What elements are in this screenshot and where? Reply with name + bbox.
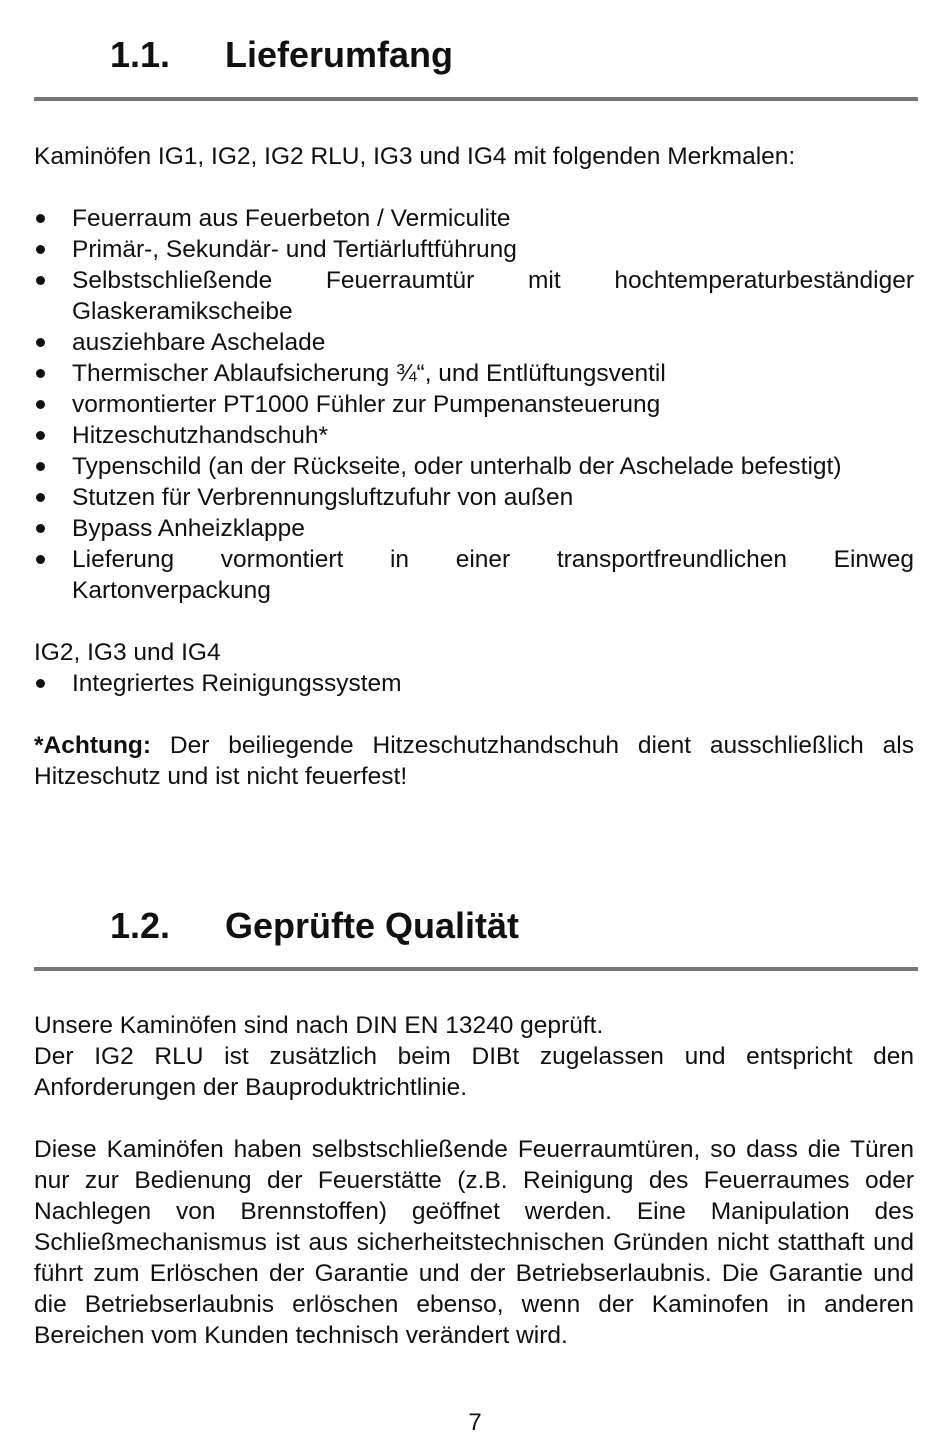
list-item: ausziehbare Aschelade <box>34 327 914 358</box>
list-item: Stutzen für Verbrennungsluftzufuhr von außen <box>34 482 914 513</box>
feature-list <box>34 203 914 606</box>
list-item: Bypass Anheizklappe <box>34 513 914 544</box>
section-title: Geprüfte Qualität <box>225 905 520 946</box>
section-divider <box>34 97 918 101</box>
subgroup-list <box>34 668 914 699</box>
section-heading-lieferumfang <box>110 35 453 75</box>
list-item: Integriertes Reinigungssystem <box>34 668 914 699</box>
warning-note <box>34 730 914 792</box>
intro-text: Kaminöfen IG1, IG2, IG2 RLU, IG3 und IG4 mit folgenden Merkmalen: <box>34 143 796 170</box>
list-item: Feuerraum aus Feuerbeton / Vermiculite <box>34 203 914 234</box>
paragraph-line: Der IG2 RLU ist zusätzlich beim DIBt zugelassen und entspricht den Anforderungen der Bauproduktrichtlinie. <box>34 1043 914 1101</box>
paragraph: Diese Kaminöfen haben selbstschließende Feuerraumtüren, so dass die Türen nur zur Bedienung der Feuerstätte (z.B. Reinigung des Feuerraumes oder Nachlegen von Brennstoffen) geöffnet werden. Eine Manipulation des Schließmechanismus ist aus sicherheitstechnischen Gründen nicht statthaft und führt zum Erlöschen der Garantie und der Betriebserlaubnis. Die Garantie und die Betriebserlaubnis erlöschen ebenso, wenn der Kaminofen in anderen Bereichen vom Kunden technisch verändert wird. <box>34 1136 914 1349</box>
list-item: Primär-, Sekundär- und Tertiärluftführung <box>34 234 914 265</box>
subgroup-label: IG2, IG3 und IG4 <box>34 639 221 666</box>
section-heading-gepruefte-qualitaet <box>110 906 519 946</box>
section-number: 1.2. <box>110 905 171 946</box>
section-body-lieferumfang <box>34 141 914 792</box>
warning-label: *Achtung: <box>34 732 152 759</box>
section-number: 1.1. <box>110 34 171 75</box>
list-item: Hitzeschutzhandschuh* <box>34 420 914 451</box>
section-body-gepruefte-qualitaet <box>34 1010 914 1351</box>
section-divider <box>34 967 918 971</box>
paragraph-line: Unsere Kaminöfen sind nach DIN EN 13240 geprüft. <box>34 1012 604 1039</box>
section-title: Lieferumfang <box>225 34 454 75</box>
list-item: Typenschild (an der Rückseite, oder unterhalb der Aschelade befestigt) <box>34 451 914 482</box>
page-number: 7 <box>468 1409 482 1436</box>
list-item: Selbstschließende Feuerraumtür mit hochtemperaturbeständiger Glaskeramikscheibe <box>34 265 914 327</box>
list-item: vormontierter PT1000 Fühler zur Pumpenansteuerung <box>34 389 914 420</box>
list-item: Thermischer Ablaufsicherung ¾“, und Entlüftungsventil <box>34 358 914 389</box>
list-item: Lieferung vormontiert in einer transportfreundlichen Einweg Kartonverpackung <box>34 544 914 606</box>
warning-text: Der beiliegende Hitzeschutzhandschuh dient ausschließlich als Hitzeschutz und ist nicht feuerfest! <box>34 732 914 790</box>
